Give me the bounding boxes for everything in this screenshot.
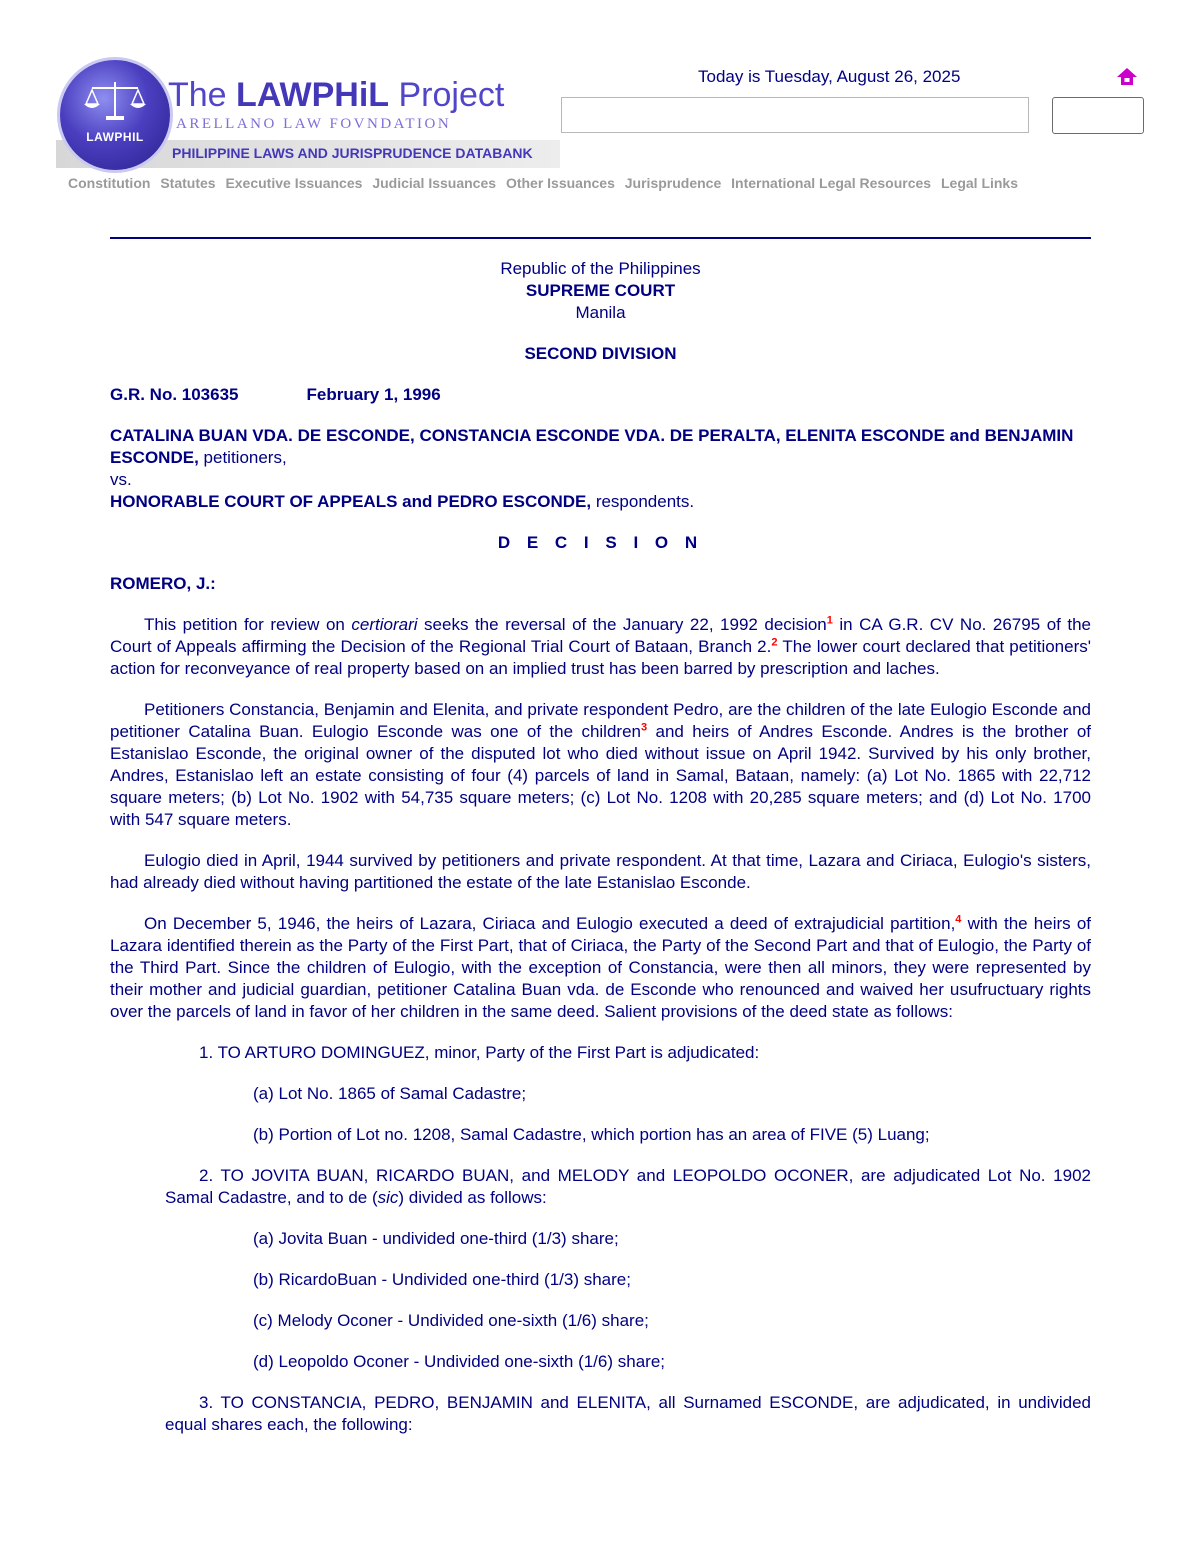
deed-item-1b: (b) Portion of Lot no. 1208, Samal Cadastre, which portion has an area of FIVE (5) Luang; — [253, 1125, 930, 1144]
division-heading: SECOND DIVISION — [524, 344, 677, 363]
republic-line: Republic of the Philippines — [500, 259, 701, 278]
ponente: ROMERO, J.: — [110, 574, 216, 593]
deed-item-2b: (b) RicardoBuan - Undivided one-third (1/3) share; — [253, 1270, 631, 1289]
paragraph-3: Eulogio died in April, 1944 survived by petitioners and private respondent. At that time, Lazara and Ciriaca, Eulogio's sisters, had already died without having partitioned the estate of the late Estanislao Esconde. — [110, 851, 1091, 892]
logo-band-text: PHILIPPINE LAWS AND JURISPRUDENCE DATABANK — [172, 145, 533, 161]
gr-number: G.R. No. 103635 — [110, 385, 239, 404]
footnote-link-2[interactable]: 2 — [771, 636, 778, 649]
search-input[interactable] — [561, 97, 1029, 133]
nav-international-legal-resources[interactable]: International Legal Resources — [731, 175, 932, 191]
court-name: SUPREME COURT — [525, 281, 676, 300]
petitioners-role: petitioners, — [203, 448, 287, 467]
paragraph-4: On December 5, 1946, the heirs of Lazara, Ciriaca and Eulogio executed a deed of extrajudicial partition,$^4$ with the heirs of Lazara identified therein as the Party of the First Part, that of Ciriaca, the Party of the Second Part and that of Eulogio, the Party of the Third Part. Since the children of Eulogio, with the exception of Constancia, were then all minors, they were represented by their mother and judicial guardian, petitioner Catalina Buan vda. de Esconde who renounced and waived her usufructuary rights over the parcels of land in favor of her children in the same deed. Salient provisions of the deed state as follows: — [110, 913, 1091, 1021]
home-icon[interactable] — [1116, 66, 1138, 88]
respondents-role: respondents. — [595, 492, 695, 511]
lawphil-seal — [60, 60, 170, 170]
deed-item-2: 2. TO JOVITA BUAN, RICARDO BUAN, and MELODY and LEOPOLDO OCONER, are adjudicated Lot No. 1902 Samal Cadastre, and to de (sic) divided as follows: — [165, 1166, 1091, 1207]
paragraph-2: Petitioners Constancia, Benjamin and Elenita, and private respondent Pedro, are the children of the late Eulogio Esconde and petitioner Catalina Buan. Eulogio Esconde was one of the children$^3$ and heirs of Andres Esconde. Andres is the brother of Estanislao Esconde, the original owner of the disputed lot who died without issue on April 1942. Survived by his only brother, Andres, Estanislao left an estate consisting of four (4) parcels of land in Samal, Bataan, namely: (a) Lot No. 1865 with 22,712 square meters; (b) Lot No. 1902 with 54,735 square meters; (c) Lot No. 1208 with 20,285 square meters; and (d) Lot No. 1700 with 547 square meters. — [110, 700, 1091, 829]
nav-constitution[interactable]: Constitution — [68, 175, 151, 191]
footnote-link-4[interactable]: 4 — [955, 913, 962, 926]
deed-item-1a: (a) Lot No. 1865 of Samal Cadastre; — [253, 1084, 527, 1103]
logo-subtitle: ARELLANO LAW FOVNDATION — [176, 116, 452, 132]
versus: vs. — [110, 470, 132, 489]
nav-other-issuances[interactable]: Other Issuances — [505, 175, 615, 191]
header-divider — [110, 237, 1091, 239]
respondents-names: HONORABLE COURT OF APPEALS and PEDRO ESCONDE, — [110, 492, 592, 511]
deed-item-2d: (d) Leopoldo Oconer - Undivided one-sixth (1/6) share; — [253, 1352, 665, 1371]
nav-legal-links[interactable]: Legal Links — [940, 175, 1019, 191]
scales-of-justice-icon — [82, 78, 148, 122]
decision-date: February 1, 1996 — [306, 385, 441, 404]
deed-item-2a: (a) Jovita Buan - undivided one-third (1/3) share; — [253, 1229, 619, 1248]
nav-judicial-issuances[interactable]: Judicial Issuances — [372, 175, 497, 191]
nav-statutes[interactable]: Statutes — [160, 175, 216, 191]
nav-executive-issuances[interactable]: Executive Issuances — [225, 175, 363, 191]
decision-document — [110, 258, 1091, 1455]
nav-jurisprudence[interactable]: Jurisprudence — [624, 175, 722, 191]
main-nav — [68, 175, 1024, 191]
lawphil-logo[interactable] — [56, 58, 560, 168]
paragraph-1: This petition for review on certiorari seeks the reversal of the January 22, 1992 decision$^1$ in CA G.R. CV No. 26795 of the Court of Appeals affirming the Decision of the Regional Trial Court of Bataan, Branch 2.$^2$ The lower court declared that petitioners' action for reconveyance of real property based on an implied trust has been barred by prescription and laches. — [110, 614, 1092, 678]
deed-item-1: 1. TO ARTURO DOMINGUEZ, minor, Party of the First Part is adjudicated: — [199, 1043, 760, 1062]
footnote-link-3[interactable]: 3 — [640, 721, 648, 734]
petitioners-names: CATALINA BUAN VDA. DE ESCONDE, CONSTANCIA ESCONDE VDA. DE PERALTA, ELENITA ESCONDE and BENJAMIN ESCONDE, — [110, 426, 1074, 467]
court-city: Manila — [575, 303, 626, 322]
footnote-link-1[interactable]: 1 — [826, 614, 833, 627]
search-button[interactable] — [1052, 97, 1144, 134]
case-number-line — [110, 384, 1091, 406]
logo-title: The LAWPHiL Project — [168, 76, 505, 114]
deed-item-2c: (c) Melody Oconer - Undivided one-sixth (1/6) share; — [253, 1311, 649, 1330]
deed-item-3: 3. TO CONSTANCIA, PEDRO, BENJAMIN and ELENITA, all Surnamed ESCONDE, are adjudicated, in undivided equal shares each, the following: — [165, 1393, 1091, 1434]
today-date: Today is Tuesday, August 26, 2025 — [698, 67, 961, 86]
court-heading — [110, 258, 1091, 324]
case-parties — [110, 425, 1091, 513]
decision-title: D E C I S I O N — [497, 533, 704, 552]
seal-text: LAWPHIL — [86, 130, 144, 144]
